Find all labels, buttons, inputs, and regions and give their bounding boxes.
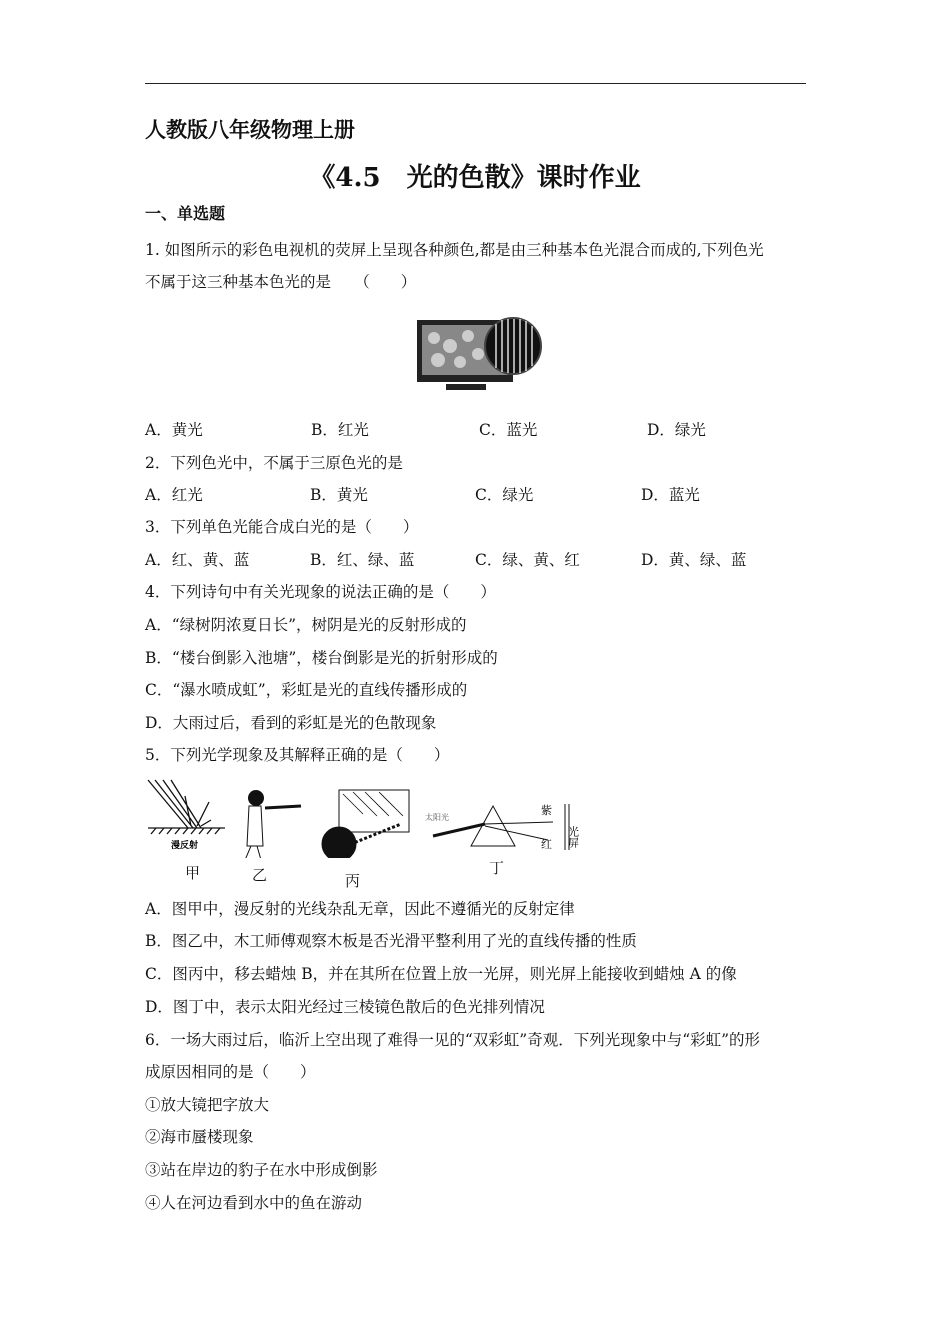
option-c: C．图丙中，移去蜡烛 B，并在其所在位置上放一光屏，则光屏上能接收到蜡烛 A 的像 [145, 965, 737, 983]
option-a: A．“绿树阴浓夏日长”，树阴是光的反射形成的 [145, 616, 467, 634]
red-label: 红 [541, 838, 552, 851]
diffuse-label: 漫反射 [171, 841, 199, 851]
figure-caption-ding: 丁 [489, 859, 505, 877]
option-a: A．红光 [145, 486, 203, 504]
question-2-text: 2．下列色光中，不属于三原色光的是 [145, 454, 403, 472]
question-1-text: 1. 如图所示的彩色电视机的荧屏上呈现各种颜色,都是由三种基本色光混合而成的,下列色光 [145, 241, 764, 259]
question-4-text: 4．下列诗句中有关光现象的说法正确的是（ ） [145, 583, 496, 601]
option-c: C．绿光 [475, 486, 534, 504]
figure-caption-bing: 丙 [345, 872, 361, 890]
figure-caption-jia: 甲 [185, 864, 201, 882]
sunlight-label: 太阳光 [425, 813, 449, 822]
question-3-text: 3．下列单色光能合成白光的是（ ） [145, 518, 419, 536]
option-d: D．黄、绿、蓝 [641, 551, 747, 569]
candle-mirror-figure [322, 790, 409, 858]
diffuse-reflection-figure [148, 780, 225, 834]
option-c: C．绿、黄、红 [475, 551, 580, 569]
lesson-title: 《4.5 光的色散》课时作业 [309, 163, 641, 193]
tv-figure [416, 316, 542, 396]
option-a: A．红、黄、蓝 [145, 551, 250, 569]
question-5-text: 5．下列光学现象及其解释正确的是（ ） [145, 746, 450, 764]
option-b: B．黄光 [310, 486, 368, 504]
question-6-text: 成原因相同的是（ ） [145, 1063, 316, 1081]
screen-label: 光屏 [566, 826, 580, 848]
option-d: D．大雨过后，看到的彩虹是光的色散现象 [145, 714, 437, 732]
statement-3: ③站在岸边的豹子在水中形成倒影 [145, 1161, 378, 1179]
document-title: 人教版八年级物理上册 [145, 117, 355, 142]
option-b: B．“楼台倒影入池塘”，楼台倒影是光的折射形成的 [145, 649, 498, 667]
statement-1: ①放大镜把字放大 [145, 1096, 270, 1114]
header-rule [145, 83, 806, 84]
statement-4: ④人在河边看到水中的鱼在游动 [145, 1194, 363, 1212]
statement-2: ②海市蜃楼现象 [145, 1128, 254, 1146]
carpenter-figure [245, 790, 301, 858]
option-a: A．图甲中，漫反射的光线杂乱无章，因此不遵循光的反射定律 [145, 900, 575, 918]
option-d: D．绿光 [647, 421, 706, 439]
option-c: C．蓝光 [479, 421, 538, 439]
optics-figures [143, 778, 593, 858]
option-b: B．图乙中，木工师傅观察木板是否光滑平整利用了光的直线传播的性质 [145, 932, 637, 950]
option-c: C．“瀑水喷成虹”，彩虹是光的直线传播形成的 [145, 681, 468, 699]
option-b: B．红光 [311, 421, 369, 439]
question-6-text: 6．一场大雨过后，临沂上空出现了难得一见的“双彩虹”奇观．下列光现象中与“彩虹”的形 [145, 1031, 761, 1049]
question-1-text: 不属于这三种基本色光的是 （ ） [145, 273, 417, 291]
figure-caption-yi: 乙 [252, 866, 268, 884]
option-b: B．红、绿、蓝 [310, 551, 415, 569]
option-d: D．图丁中，表示太阳光经过三棱镜色散后的色光排列情况 [145, 998, 545, 1016]
violet-label: 紫 [541, 804, 552, 817]
section-heading: 一、单选题 [145, 204, 226, 223]
option-d: D．蓝光 [641, 486, 700, 504]
option-a: A．黄光 [145, 421, 203, 439]
